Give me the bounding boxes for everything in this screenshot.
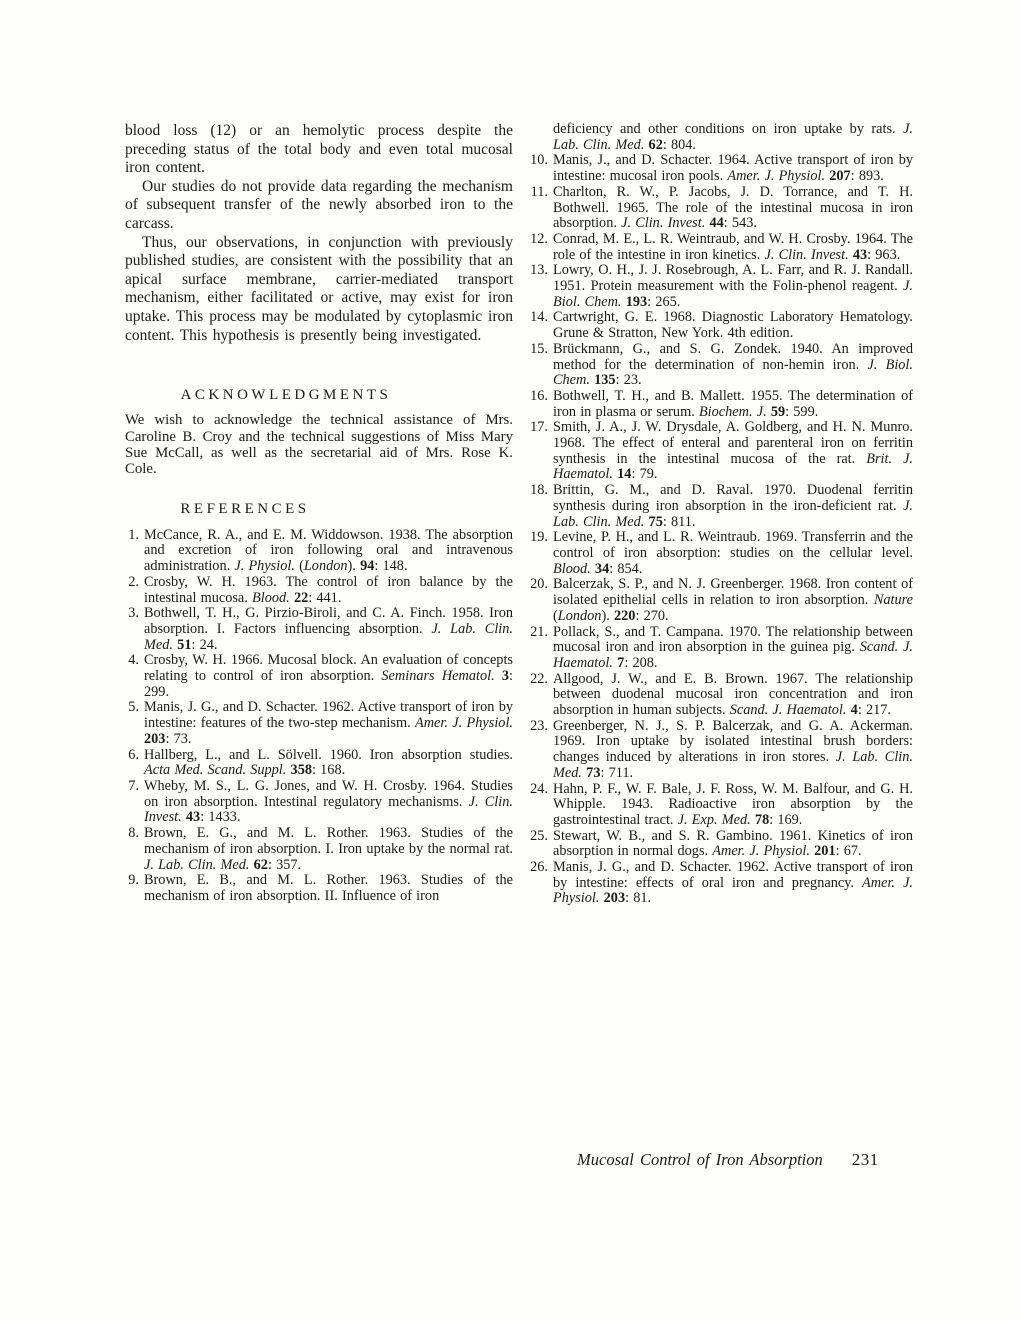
reference-item — [125, 606, 513, 653]
reference-item — [125, 873, 513, 904]
reference-item — [527, 782, 913, 829]
acknowledgments-heading: ACKNOWLEDGMENTS — [180, 387, 392, 404]
reference-number: 5. — [128, 699, 139, 716]
reference-number: 8. — [128, 825, 139, 842]
reference-item — [527, 530, 913, 577]
references-list-left — [125, 528, 513, 905]
body-paragraphs — [125, 122, 513, 345]
body-paragraph: Our studies do not provide data regarding the mechanism of subsequent transfer of the newly absorbed iron to the carcass. — [125, 177, 513, 232]
reference-text: Wheby, M. S., L. G. Jones, and W. H. Crosby. 1964. Studies on iron absorption. Intestinal regulatory mechanisms. J. Clin. Invest. 43: 1433. — [144, 778, 513, 826]
reference-item — [125, 575, 513, 606]
reference-text: Brittin, G. M., and D. Raval. 1970. Duodenal ferritin synthesis during iron absorption in the iron-deficient rat. J. Lab. Clin. Med. 75: 811. — [553, 482, 913, 530]
reference-number: 14. — [530, 309, 548, 326]
reference-text: Cartwright, G. E. 1968. Diagnostic Laboratory Hematology. Grune & Stratton, New York. 4th edition. — [553, 309, 913, 342]
reference-text: Manis, J. G., and D. Schacter. 1962. Active transport of iron by intestine: features of the two-step mechanism. Amer. J. Physiol. 203: 73. — [144, 699, 513, 747]
reference-text: Manis, J., and D. Schacter. 1964. Active transport of iron by intestine: mucosal iron pools. Amer. J. Physiol. 207: 893. — [553, 152, 913, 185]
reference-number: 17. — [530, 419, 548, 436]
reference-text: Charlton, R. W., P. Jacobs, J. D. Torrance, and T. H. Bothwell. 1965. The role of the intestinal mucosa in iron absorption. J. Clin. Invest. 44: 543. — [553, 183, 913, 232]
page-footer — [577, 1150, 879, 1170]
reference-item — [527, 672, 913, 719]
reference-number: 1. — [128, 526, 139, 543]
reference-item — [125, 528, 513, 575]
reference-item — [527, 389, 913, 420]
reference-text: Pollack, S., and T. Campana. 1970. The relationship between mucosal iron and iron absorption in the guinea pig. Scand. J. Haematol. 7: 208. — [553, 623, 913, 671]
reference-text: Lowry, O. H., J. J. Rosebrough, A. L. Farr, and R. J. Randall. 1951. Protein measurement with the Folin-phenol reagent. J. Biol. Chem. 193: 265. — [553, 262, 913, 310]
reference-item — [125, 653, 513, 700]
reference-text: Smith, J. A., J. W. Drysdale, A. Goldberg, and H. N. Munro. 1968. The effect of enteral and parenteral iron on ferritin synthesis in the intestinal mucosa of the rat. Brit. J. Haematol. 14: 79. — [553, 419, 913, 483]
reference-number: 25. — [530, 827, 548, 844]
reference-number: 13. — [530, 262, 548, 279]
reference-item — [527, 625, 913, 672]
reference-text: Allgood, J. W., and E. B. Brown. 1967. The relationship between duodenal mucosal iron concentration and iron absorption in human subjects. Scand. J. Haematol. 4: 217. — [553, 670, 913, 719]
reference-number: 2. — [128, 573, 139, 590]
acknowledgments-text: We wish to acknowledge the technical assistance of Mrs. Caroline B. Croy and the technical suggestions of Miss Mary Sue McCall, as well as the secretarial aid of Mrs. Rose K. Cole. — [125, 412, 513, 478]
reference-number: 26. — [530, 859, 548, 876]
running-title: Mucosal Control of Iron Absorption — [577, 1150, 823, 1169]
reference-item — [527, 719, 913, 782]
reference-text: Stewart, W. B., and S. R. Gambino. 1961. Kinetics of iron absorption in normal dogs. Amer. J. Physiol. 201: 67. — [553, 827, 913, 860]
reference-text: McCance, R. A., and E. M. Widdowson. 1938. The absorption and excretion of iron following oral and intravenous administration. J. Physiol. (London). 94: 148. — [144, 526, 513, 575]
reference-number: 9. — [128, 872, 139, 889]
reference-text: Hallberg, L., and L. Sölvell. 1960. Iron absorption studies. Acta Med. Scand. Suppl. 358: 168. — [144, 746, 513, 779]
reference-text: Crosby, W. H. 1963. The control of iron balance by the intestinal mucosa. Blood. 22: 441. — [144, 573, 513, 606]
page-number: 231 — [851, 1150, 879, 1169]
reference-text: Brown, E. G., and M. L. Rother. 1963. Studies of the mechanism of iron absorption. I. Iron uptake by the normal rat. J. Lab. Clin. Med. 62: 357. — [144, 825, 513, 873]
reference-number: 4. — [128, 652, 139, 669]
reference-item — [527, 185, 913, 232]
reference-text: Manis, J. G., and D. Schacter. 1962. Active transport of iron by intestine: effects of oral iron and pregnancy. Amer. J. Physiol. 203: 81. — [553, 859, 913, 907]
reference-text: Crosby, W. H. 1966. Mucosal block. An evaluation of concepts relating to control of iron absorption. Seminars Hematol. 3: 299. — [144, 652, 513, 700]
reference-number: 6. — [128, 746, 139, 763]
reference-item — [527, 860, 913, 907]
reference-number: 18. — [530, 482, 548, 499]
reference-number: 20. — [530, 576, 548, 593]
reference-number: 23. — [530, 717, 548, 734]
body-paragraph: blood loss (12) or an hemolytic process despite the preceding status of the total body and even total mucosal iron content. — [125, 122, 513, 177]
reference-text: Conrad, M. E., L. R. Weintraub, and W. H. Crosby. 1964. The role of the intestine in iron kinetics. J. Clin. Invest. 43: 963. — [553, 230, 913, 263]
reference-item — [527, 420, 913, 483]
reference-continuation — [527, 122, 913, 153]
reference-text: Bothwell, T. H., and B. Mallett. 1955. The determination of iron in plasma or serum. Biochem. J. 59: 599. — [553, 387, 913, 420]
reference-number: 12. — [530, 230, 548, 247]
reference-number: 15. — [530, 340, 548, 357]
reference-item — [527, 483, 913, 530]
reference-text: Brown, E. B., and M. L. Rother. 1963. Studies of the mechanism of iron absorption. II. Influence of iron — [144, 872, 513, 904]
reference-text: Greenberger, N. J., S. P. Balcerzak, and G. A. Ackerman. 1969. Iron uptake by isolated intestinal brush borders: changes induced by alterations in iron stores. J. Lab. Clin. Med. 73: 711. — [553, 717, 914, 781]
reference-text: Levine, P. H., and L. R. Weintraub. 1969. Transferrin and the control of iron absorption: studies on the cellular level. Blood. 34: 854. — [553, 529, 913, 577]
reference-item — [125, 700, 513, 747]
reference-text: Balcerzak, S. P., and N. J. Greenberger. 1968. Iron content of isolated epithelial cells in relation to iron absorption. Nature (London). 220: 270. — [553, 576, 913, 624]
reference-item — [527, 342, 913, 389]
reference-item — [125, 826, 513, 873]
reference-item — [527, 263, 913, 310]
right-column — [527, 122, 913, 907]
reference-number: 24. — [530, 780, 548, 797]
reference-number: 7. — [128, 778, 139, 794]
reference-text: deficiency and other conditions on iron uptake by rats. J. Lab. Clin. Med. 62: 804. — [553, 121, 913, 153]
body-paragraph: Thus, our observations, in conjunction with previously published studies, are consistent with the possibility that an apical surface membrane, carrier-mediated transport mechanism, either facilitated or active, may exist for iron uptake. This process may be modulated by cytoplasmic iron content. This hypothesis is presently being investigated. — [125, 233, 513, 344]
reference-number: 11. — [530, 183, 548, 200]
references-list-right — [527, 153, 913, 907]
reference-text: Bothwell, T. H., G. Pirzio-Biroli, and C. A. Finch. 1958. Iron absorption. I. Factors influencing absorption. J. Lab. Clin. Med. 51: 24. — [144, 605, 513, 653]
reference-number: 22. — [530, 670, 548, 687]
reference-item — [125, 779, 513, 826]
reference-item — [527, 310, 913, 341]
reference-item — [527, 577, 913, 624]
reference-number: 16. — [530, 387, 548, 404]
reference-number: 21. — [530, 623, 548, 640]
reference-item — [527, 232, 913, 263]
reference-item — [527, 829, 913, 860]
reference-number: 3. — [128, 605, 139, 622]
left-column — [125, 122, 513, 905]
reference-number: 10. — [530, 152, 548, 169]
reference-item — [527, 153, 913, 184]
reference-text: Hahn, P. F., W. F. Bale, J. F. Ross, W. M. Balfour, and G. H. Whipple. 1943. Radioactive iron absorption by the gastrointestinal tract. J. Exp. Med. 78: 169. — [553, 780, 913, 828]
reference-item — [125, 748, 513, 779]
reference-number: 19. — [530, 529, 548, 546]
reference-text: Brückmann, G., and S. G. Zondek. 1940. An improved method for the determination of non-hemin iron. J. Biol. Chem. 135: 23. — [553, 340, 913, 389]
references-heading: REFERENCES — [180, 500, 310, 517]
